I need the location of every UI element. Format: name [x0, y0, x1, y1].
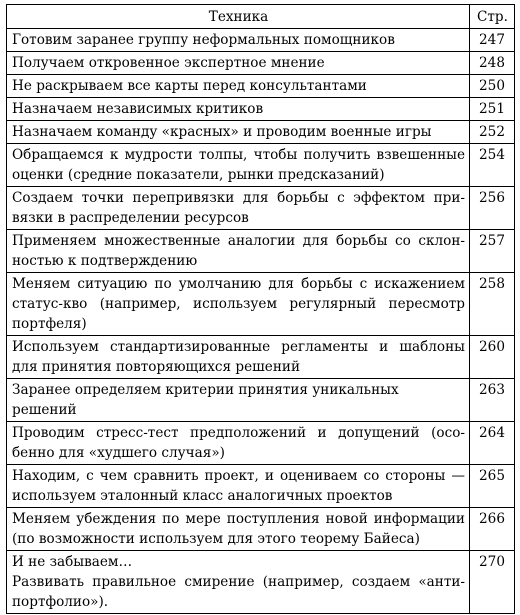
page-number-cell: 251 — [470, 98, 515, 121]
table-row — [7, 422, 515, 465]
technique-cell — [7, 187, 470, 230]
technique-text-line: Создаем точки перепривязки для борьбы с эффектом при- — [12, 190, 465, 206]
technique-text-line: Назначаем независимых критиков — [12, 101, 264, 117]
technique-text-line: используем эталонный класс аналогичных проектов — [12, 488, 393, 504]
technique-text-line: Применяем множественные аналогии для борьбы со склон- — [12, 233, 465, 249]
table-row — [7, 29, 515, 52]
technique-text-line: бенно для «худшего случая») — [12, 445, 225, 461]
technique-text-line: Не раскрываем все карты перед консультантами — [12, 78, 367, 94]
technique-cell — [7, 98, 470, 121]
table-row — [7, 336, 515, 379]
table-body — [7, 29, 515, 614]
technique-text-line: И не забываем… — [12, 554, 133, 570]
technique-text-line: Используем стандартизированные регламенты и шаблоны — [12, 339, 465, 355]
page-number-cell: 260 — [470, 336, 515, 379]
page-number-cell: 248 — [470, 52, 515, 75]
technique-cell — [7, 336, 470, 379]
page-number-cell: 250 — [470, 75, 515, 98]
page-number-cell: 258 — [470, 273, 515, 336]
technique-text-line: Заранее определяем критерии принятия уникальных решений — [12, 382, 399, 418]
page-number-cell: 257 — [470, 230, 515, 273]
technique-cell — [7, 75, 470, 98]
technique-cell — [7, 29, 470, 52]
page-number-cell: 263 — [470, 379, 515, 422]
technique-cell — [7, 52, 470, 75]
page-number-cell: 247 — [470, 29, 515, 52]
technique-text-line: Готовим заранее группу неформальных помощников — [12, 32, 395, 48]
page-number-cell: 266 — [470, 508, 515, 551]
page-number-cell: 265 — [470, 465, 515, 508]
technique-text-line: портфеля) — [12, 316, 87, 332]
table-row — [7, 465, 515, 508]
technique-text-line: статус-кво (например, используем регулярный пересмотр — [12, 296, 465, 312]
technique-text-line: оценки (средние показатели, рынки предсказаний) — [12, 167, 385, 183]
technique-text-line: Меняем ситуацию по умолчанию для борьбы с искажением — [12, 276, 465, 292]
technique-cell — [7, 379, 470, 422]
page-number-cell: 264 — [470, 422, 515, 465]
technique-cell — [7, 422, 470, 465]
table-row — [7, 121, 515, 144]
technique-cell — [7, 273, 470, 336]
header-page: Стр. — [470, 5, 515, 29]
table-row — [7, 75, 515, 98]
technique-text-line: Находим, с чем сравнить проект, и оцениваем со стороны — — [12, 468, 465, 484]
technique-text-line: (по возможности используем для этого теорему Байеса) — [12, 531, 420, 547]
technique-text-line: портфолио»). — [12, 594, 109, 610]
table-row — [7, 187, 515, 230]
technique-text-line: Развивать правильное смирение (например, создаем «анти- — [12, 574, 465, 590]
table-header-row — [7, 5, 515, 29]
technique-text-line: для принятия повторяющихся решений — [12, 359, 301, 375]
technique-text-line: вязки в распределении ресурсов — [12, 210, 249, 226]
table-row — [7, 379, 515, 422]
technique-cell — [7, 230, 470, 273]
technique-cell — [7, 144, 470, 187]
table-row — [7, 551, 515, 614]
table-row — [7, 52, 515, 75]
technique-cell — [7, 121, 470, 144]
page-number-cell: 270 — [470, 551, 515, 614]
table-row — [7, 273, 515, 336]
technique-text-line: Назначаем команду «красных» и проводим военные игры — [12, 124, 432, 140]
page-number-cell: 254 — [470, 144, 515, 187]
technique-text-line: ностью к подтверждению — [12, 253, 198, 269]
page-number-cell: 256 — [470, 187, 515, 230]
table-row — [7, 508, 515, 551]
table-row — [7, 144, 515, 187]
technique-cell — [7, 465, 470, 508]
table-row — [7, 230, 515, 273]
techniques-table — [6, 4, 515, 614]
page-number-cell: 252 — [470, 121, 515, 144]
header-technique: Техника — [7, 5, 470, 29]
technique-text-line: Обращаемся к мудрости толпы, чтобы получить взвешенные — [12, 147, 465, 163]
technique-cell — [7, 508, 470, 551]
technique-text-line: Меняем убеждения по мере поступления новой информации — [12, 511, 465, 527]
table-row — [7, 98, 515, 121]
technique-text-line: Проводим стресс-тест предположений и допущений (осо- — [12, 425, 465, 441]
technique-text-line: Получаем откровенное экспертное мнение — [12, 55, 325, 71]
technique-cell — [7, 551, 470, 614]
